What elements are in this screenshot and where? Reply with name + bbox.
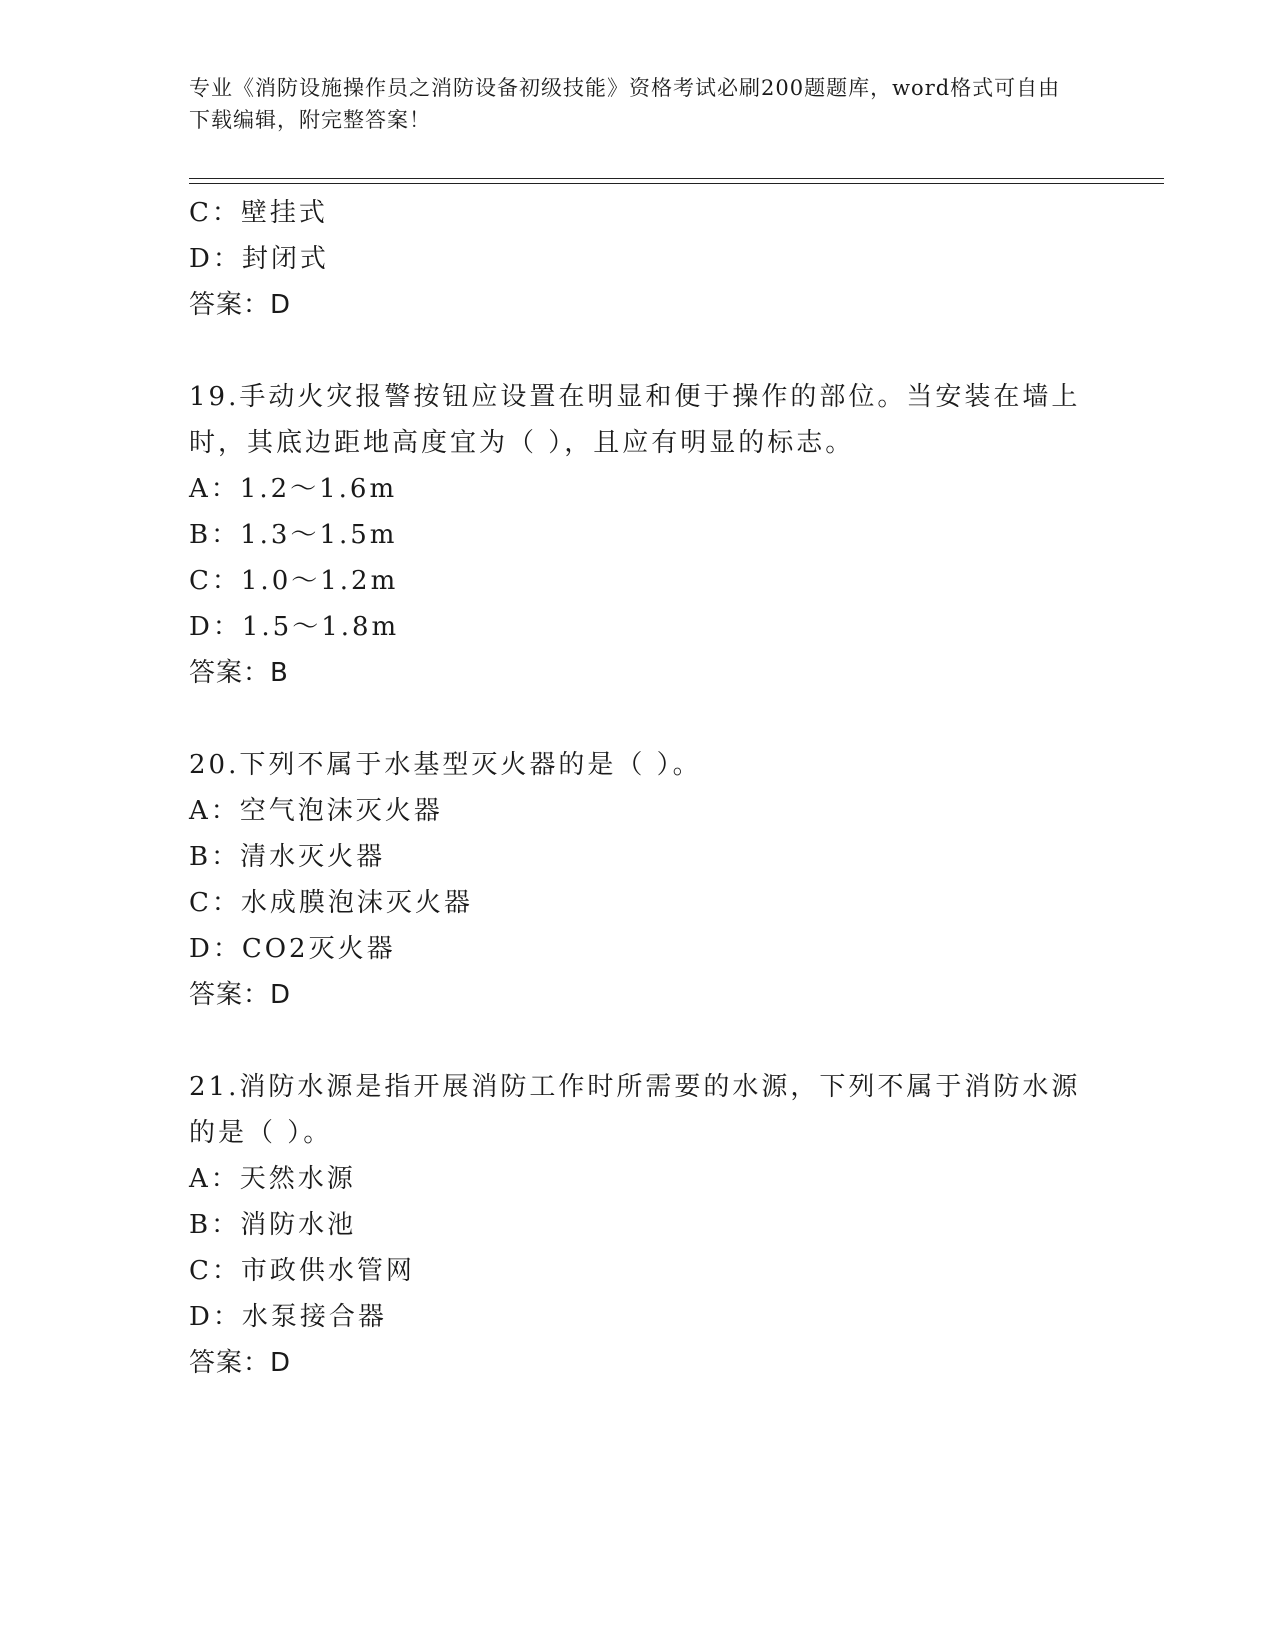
option-b: B：1.3～1.5m [189,520,398,550]
continued-question [189,190,1089,328]
option-a: A：天然水源 [189,1164,356,1194]
option-b: B：清水灭火器 [189,842,386,872]
option-d: D：水泵接合器 [189,1302,387,1332]
header-divider [189,178,1164,184]
option-a: A：空气泡沫灭火器 [189,796,443,826]
question-21 [189,1064,1089,1386]
option-d: D：CO2灭火器 [189,934,396,964]
question-19 [189,374,1089,696]
answer-line: 答案：D [189,290,292,320]
answer-line: 答案：B [189,658,289,688]
option-c: C：市政供水管网 [189,1256,415,1286]
question-text: 21.消防水源是指开展消防工作时所需要的水源，下列不属于消防水源的是（ ）。 [189,1072,1081,1148]
question-text: 20.下列不属于水基型灭火器的是（ ）。 [189,750,702,780]
question-text: 19.手动火灾报警按钮应设置在明显和便于操作的部位。当安装在墙上时，其底边距地高度宜为（ ），且应有明显的标志。 [189,382,1081,458]
option-c: C：壁挂式 [189,198,328,228]
answer-line: 答案：D [189,980,292,1010]
option-d: D：1.5～1.8m [189,612,400,642]
option-c: C：1.0～1.2m [189,566,399,596]
question-20 [189,742,1089,1018]
option-d: D：封闭式 [189,244,329,274]
option-b: B：消防水池 [189,1210,357,1240]
option-c: C：水成膜泡沫灭火器 [189,888,473,918]
question-list [189,190,1089,1386]
option-a: A：1.2～1.6m [189,474,398,504]
answer-line: 答案：D [189,1348,292,1378]
document-header: 专业《消防设施操作员之消防设备初级技能》资格考试必刷200题题库，word格式可自由下载编辑，附完整答案！ [189,76,1061,132]
